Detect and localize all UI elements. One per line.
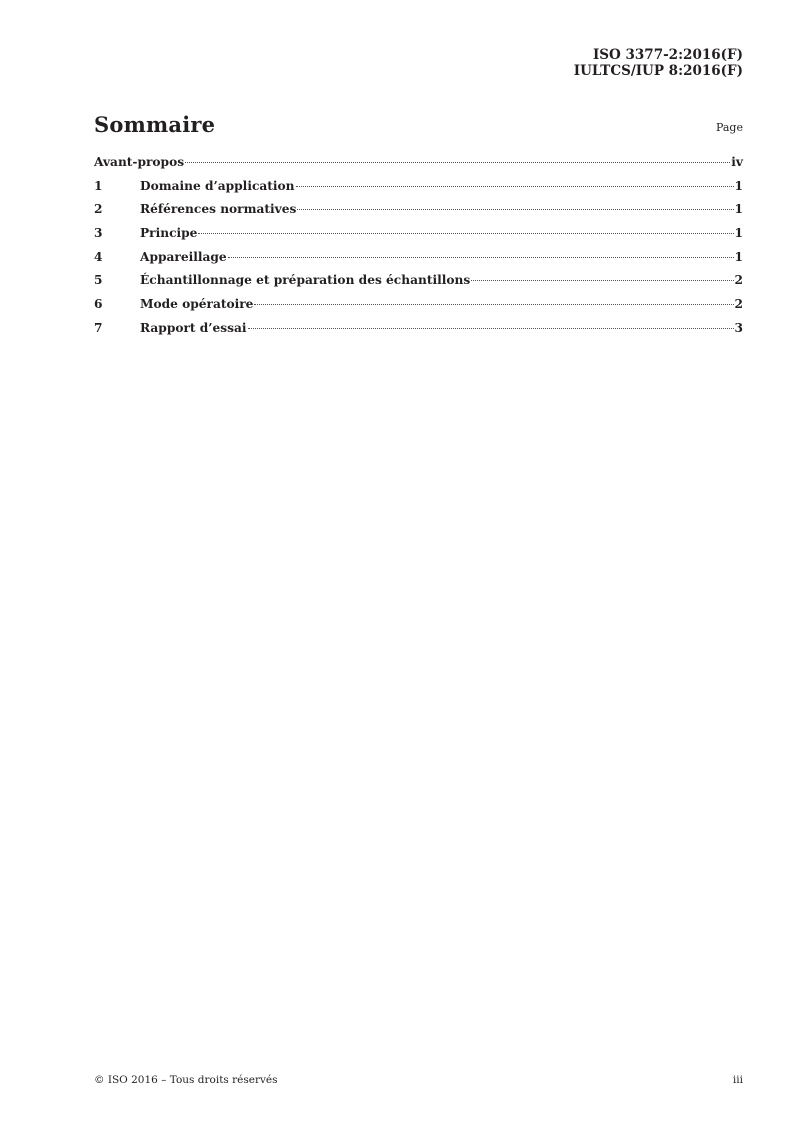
toc-entry-label: Mode opératoire — [140, 297, 254, 312]
toc-leader-dots — [296, 186, 734, 187]
toc-entry-number: 5 — [94, 273, 103, 288]
toc-entry-avant-propos[interactable] — [94, 155, 743, 179]
toc-entry-3[interactable] — [94, 226, 743, 250]
toc-leader-dots — [198, 233, 733, 234]
toc-entry-number: 2 — [94, 202, 103, 217]
toc-entry-4[interactable] — [94, 250, 743, 274]
toc-leader-dots — [248, 328, 734, 329]
toc-leader-dots — [228, 257, 734, 258]
page-title: Sommaire — [94, 112, 216, 137]
toc-entry-number: 6 — [94, 297, 103, 312]
toc-entry-7[interactable] — [94, 321, 743, 345]
toc-entry-label: Avant-propos — [94, 155, 185, 169]
toc-entry-label: Références normatives — [140, 202, 297, 217]
toc-entry-label: Échantillonnage et préparation des échantillons — [140, 273, 471, 288]
toc-entry-1[interactable] — [94, 179, 743, 203]
toc-entry-page: iv — [731, 155, 743, 169]
copyright-notice: © ISO 2016 – Tous droits réservés — [94, 1074, 278, 1086]
page-column-heading: Page — [715, 121, 743, 134]
toc-entry-page: 1 — [734, 178, 743, 193]
toc-entry-number: 7 — [94, 320, 103, 335]
toc-entry-page: 1 — [734, 249, 743, 264]
toc-entry-label: Appareillage — [140, 249, 227, 264]
toc-entry-page: 1 — [734, 202, 743, 217]
document-reference — [574, 47, 743, 79]
toc-entry-page: 2 — [734, 297, 743, 312]
toc-entry-label: Domaine d’application — [140, 178, 295, 193]
toc-entry-number: 4 — [94, 249, 103, 264]
toc-entry-5[interactable] — [94, 273, 743, 297]
toc-entry-label: Principe — [140, 226, 198, 241]
toc-entry-number: 3 — [94, 226, 103, 241]
toc-leader-dots — [471, 280, 733, 281]
page-number: iii — [732, 1074, 743, 1086]
toc-entry-number: 1 — [94, 178, 103, 193]
standard-number-iso: ISO 3377-2:2016(F) — [592, 47, 743, 63]
toc-entry-label: Rapport d’essai — [140, 320, 247, 335]
toc-leader-dots — [297, 209, 733, 210]
toc-heading-row — [94, 111, 743, 141]
toc-entry-page: 3 — [734, 320, 743, 335]
toc-leader-dots — [185, 162, 730, 163]
table-of-contents — [94, 155, 743, 345]
toc-entry-page: 2 — [734, 273, 743, 288]
toc-leader-dots — [254, 304, 733, 305]
toc-entry-6[interactable] — [94, 297, 743, 321]
toc-entry-page: 1 — [734, 226, 743, 241]
toc-entry-2[interactable] — [94, 202, 743, 226]
standard-number-iultcs: IULTCS/IUP 8:2016(F) — [573, 63, 743, 79]
